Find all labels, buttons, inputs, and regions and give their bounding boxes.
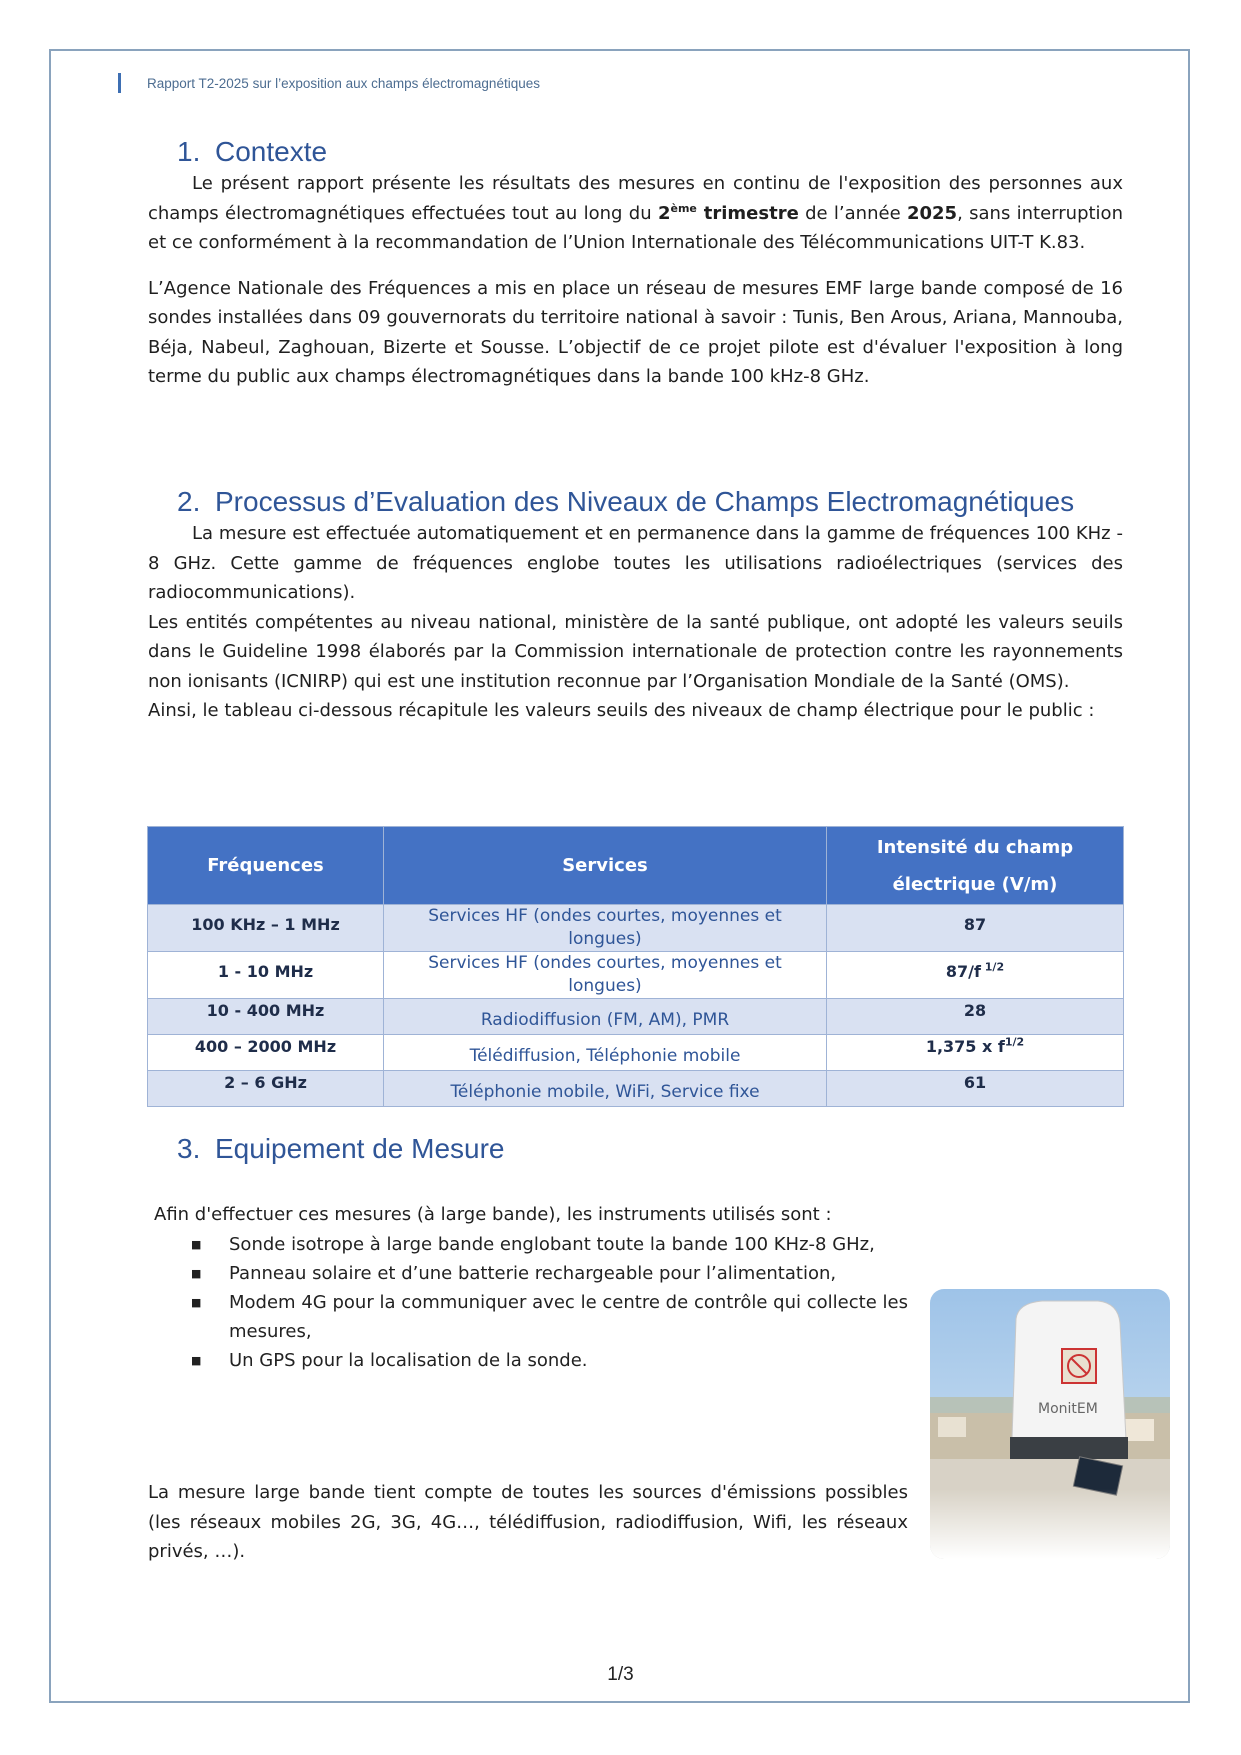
header-accent-bar: [118, 73, 121, 93]
frequency-cell: 100 KHz – 1 MHz: [148, 905, 384, 952]
running-title: Rapport T2-2025 sur l’exposition aux champs électromagnétiques: [147, 75, 540, 91]
threshold-table: [147, 826, 1124, 1107]
list-item: ■ Sonde isotrope à large bande englobant toute la bande 100 KHz-8 GHz,: [148, 1230, 1108, 1259]
table-row: [148, 1035, 1124, 1071]
frequency-cell: 1 - 10 MHz: [148, 952, 384, 999]
column-header: Intensité du champ électrique (V/m): [827, 827, 1124, 905]
value-cell: 1,375 x $f^{1/2}$: [827, 1035, 1124, 1071]
section-processus: [148, 484, 1123, 726]
page-number: 1/3: [607, 1664, 634, 1685]
closing-block: [148, 1478, 908, 1567]
service-cell: Radiodiffusion (FM, AM), PMR: [384, 999, 827, 1035]
column-header: Services: [384, 827, 827, 905]
paragraph: La mesure large bande tient compte de toutes les sources d'émissions possibles (les réseaux mobiles 2G, 3G, 4G…, télédiffusion, radiodiffusion, Wifi, les réseaux privés, …).: [148, 1482, 908, 1562]
section-title: Contexte: [215, 136, 328, 167]
section-heading: [148, 484, 1123, 520]
square-bullet-icon: ■: [191, 1353, 202, 1367]
table-row: [148, 905, 1124, 952]
table-header-row: [148, 827, 1124, 905]
brand-text: MonitEM: [1038, 1401, 1098, 1417]
frequency-cell: 2 – 6 GHz: [148, 1071, 384, 1107]
value-cell: 87: [827, 905, 1124, 952]
square-bullet-icon: ■: [191, 1295, 202, 1309]
section-title: Equipement de Mesure: [215, 1133, 505, 1164]
instrument-list-block: [148, 1200, 908, 1375]
instrument-list: [148, 1230, 908, 1375]
value-cell: 28: [827, 999, 1124, 1035]
section-number: 2.: [177, 486, 201, 517]
service-cell: Téléphonie mobile, WiFi, Service fixe: [384, 1071, 827, 1107]
list-item: ■ Un GPS pour la localisation de la sonde.: [148, 1346, 908, 1375]
list-item: ■ Panneau solaire et d’une batterie rechargeable pour l’alimentation,: [148, 1259, 1108, 1288]
service-cell: Services HF (ondes courtes, moyennes et longues): [384, 952, 827, 999]
service-cell: Télédiffusion, Téléphonie mobile: [384, 1035, 827, 1071]
square-bullet-icon: ■: [191, 1266, 202, 1280]
square-bullet-icon: ■: [191, 1237, 202, 1251]
paragraph: Le présent rapport présente les résultats des mesures en continu de l'exposition des personnes aux champs électromagnétiques effectuées tout au long du 2ème trimestre de l’année 2025, sans interruption et ce conformément à la recommandation de l’Union Internationale des Télécommunications UIT-T K.83.: [148, 173, 1123, 253]
paragraph: Les entités compétentes au niveau national, ministère de la santé publique, ont adopté les valeurs seuils dans le Guideline 1998 élaborés par la Commission internationale de protection contre les rayonnements non ionisants (ICNIRP) qui est une institution reconnue par l’Organisation Mondiale de la Santé (OMS).: [148, 611, 1123, 692]
value-cell: 61: [827, 1071, 1124, 1107]
table-row: [148, 952, 1124, 999]
paragraph: Afin d'effectuer ces mesures (à large bande), les instruments utilisés sont :: [154, 1204, 832, 1225]
section-number: 3.: [177, 1133, 201, 1164]
service-cell: Services HF (ondes courtes, moyennes et longues): [384, 905, 827, 952]
running-header: [118, 72, 540, 94]
section-number: 1.: [177, 136, 201, 167]
section-heading: [148, 134, 1123, 170]
frequency-cell: 400 – 2000 MHz: [148, 1035, 384, 1071]
paragraph: L’Agence Nationale des Fréquences a mis en place un réseau de mesures EMF large bande composé de 16 sondes installées dans 09 gouvernorats du territoire national à savoir : Tunis, Ben Arous, Ariana, Mannouba, Béja, Nabeul, Zaghouan, Bizerte et Sousse. L’objectif de ce projet pilote est d'évaluer l'exposition à long terme du public aux champs électromagnétiques dans la bande 100 kHz-8 GHz.: [148, 277, 1123, 387]
paragraph: Ainsi, le tableau ci-dessous récapitule les valeurs seuils des niveaux de champ électrique pour le public :: [148, 700, 1095, 721]
column-header: Fréquences: [148, 827, 384, 905]
section-contexte: [148, 134, 1123, 392]
section-equipement: [148, 1131, 1123, 1167]
table-row: [148, 999, 1124, 1035]
list-item: ■ Modem 4G pour la communiquer avec le centre de contrôle qui collecte les mesures,: [148, 1288, 908, 1346]
frequency-cell: 10 - 400 MHz: [148, 999, 384, 1035]
section-title: Processus d’Evaluation des Niveaux de Champs Electromagnétiques: [215, 486, 1075, 517]
paragraph: La mesure est effectuée automatiquement et en permanence dans la gamme de fréquences 100 KHz - 8 GHz. Cette gamme de fréquences englobe toutes les utilisations radioélectriques (services des radiocommunications).: [148, 523, 1123, 603]
table-row: [148, 1071, 1124, 1107]
probe-photo: [930, 1289, 1170, 1559]
section-heading: [148, 1131, 1123, 1167]
value-cell: 87/f $^{1/2}$: [827, 952, 1124, 999]
